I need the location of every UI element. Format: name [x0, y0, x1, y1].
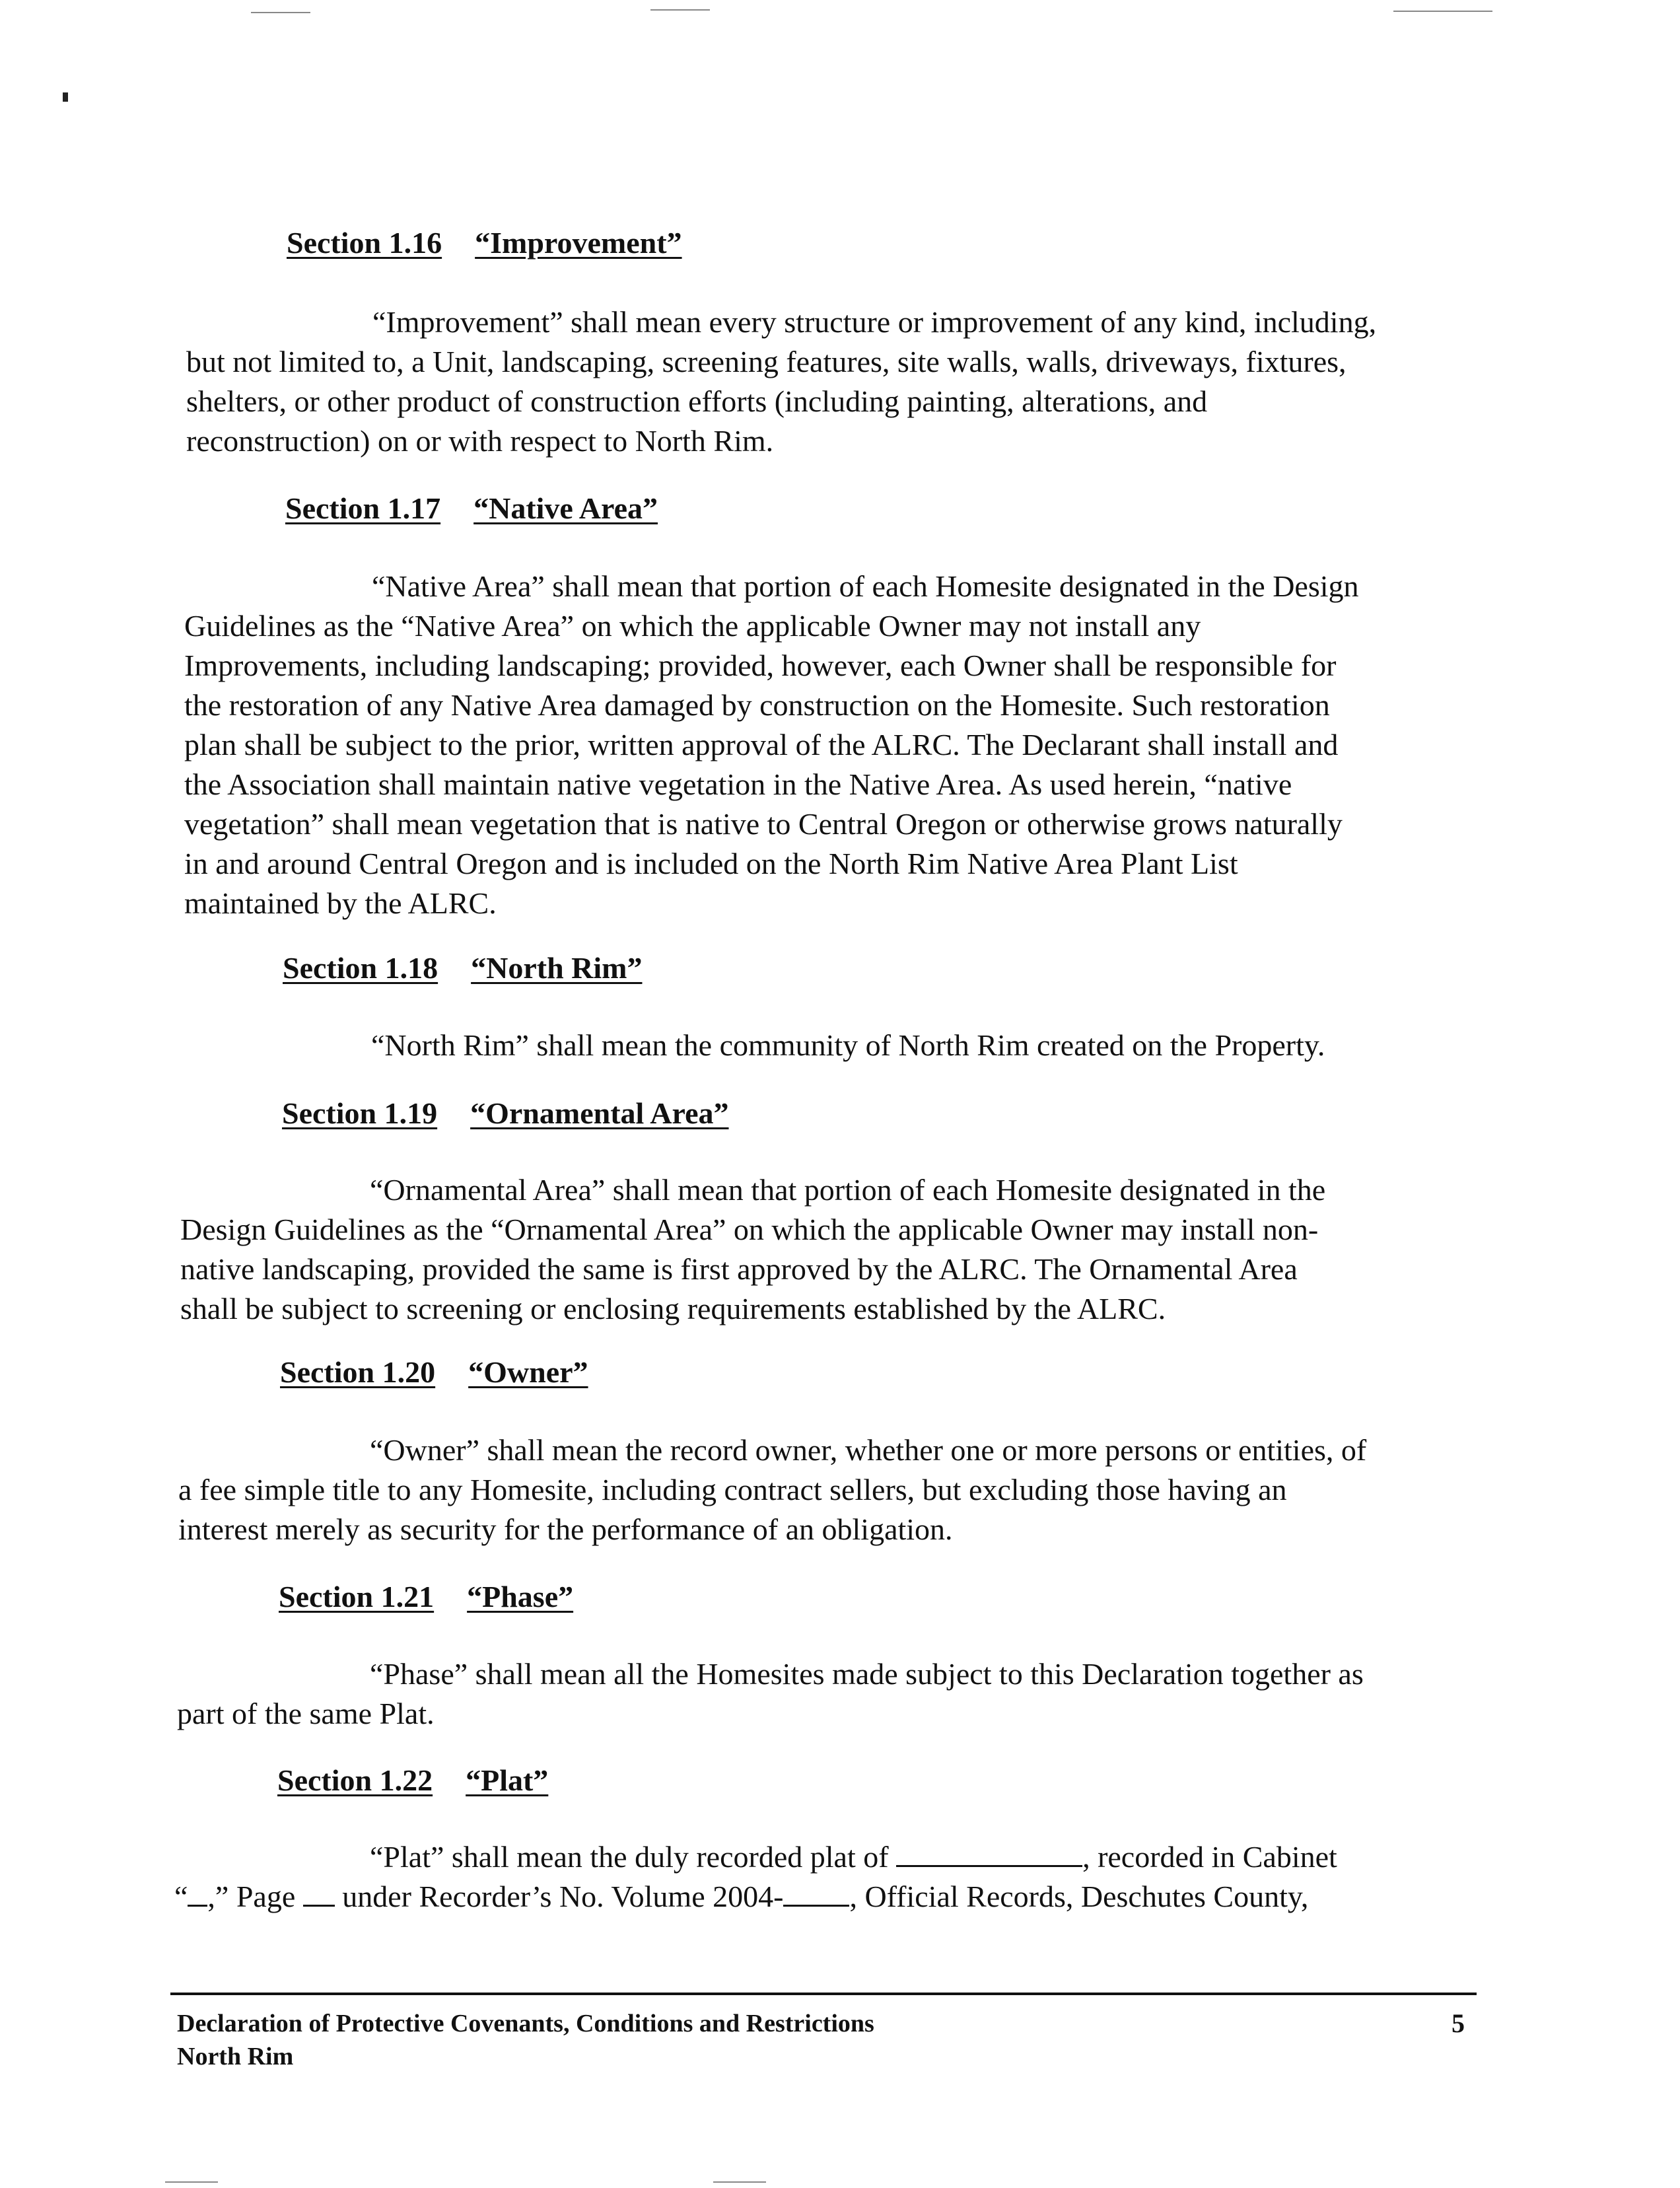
paragraph-line: the restoration of any Native Area damaged by construction on the Homesite. Such restoration: [184, 688, 1330, 722]
paragraph-line: plan shall be subject to the prior, written approval of the ALRC. The Declarant shall install and: [184, 728, 1339, 761]
paragraph-line: “Improvement” shall mean every structure or improvement of any kind, including,: [372, 305, 1377, 339]
section-paragraph: [371, 1026, 1325, 1065]
section-paragraph: [184, 567, 1359, 923]
paragraph-line: [174, 1877, 1337, 1917]
paragraph-line: reconstruction) on or with respect to North Rim.: [186, 424, 774, 458]
paragraph-line: Design Guidelines as the “Ornamental Area” on which the applicable Owner may install non-: [180, 1213, 1319, 1246]
paragraph-line: “Phase” shall mean all the Homesites made subject to this Declaration together as: [370, 1657, 1364, 1691]
plat-text: , recorded in Cabinet: [1082, 1840, 1337, 1874]
section-heading: [283, 950, 642, 987]
page-blank: [303, 1882, 335, 1907]
paragraph-line: the Association shall maintain native vegetation in the Native Area. As used herein, “native: [184, 767, 1292, 801]
scan-artifact: [63, 92, 68, 102]
scan-artifact: [251, 12, 310, 13]
section-paragraph: [186, 302, 1376, 461]
section-title: “North Rim”: [471, 951, 643, 985]
section-number: Section 1.20: [280, 1355, 436, 1389]
paragraph-line: interest merely as security for the performance of an obligation.: [178, 1512, 953, 1546]
plat-name-blank: [896, 1843, 1082, 1867]
scan-artifact: [650, 9, 710, 11]
scan-artifact: [165, 2181, 218, 2183]
paragraph-line: “North Rim” shall mean the community of North Rim created on the Property.: [371, 1028, 1325, 1062]
section-heading: [282, 1095, 729, 1132]
footer-subtitle: North Rim: [177, 2043, 294, 2070]
section-heading: [285, 490, 658, 527]
scan-artifact: [1393, 11, 1492, 12]
section-title: “Phase”: [467, 1580, 574, 1613]
scan-artifact: [713, 2181, 766, 2183]
paragraph-line: “Owner” shall mean the record owner, whether one or more persons or entities, of: [370, 1433, 1367, 1467]
paragraph-line: but not limited to, a Unit, landscaping, screening features, site walls, walls, driveways, fixtures,: [186, 345, 1347, 378]
section-title: “Ornamental Area”: [470, 1096, 729, 1130]
plat-text: , Official Records, Deschutes County,: [849, 1880, 1309, 1913]
section-heading: [277, 1762, 548, 1799]
section-title: “Improvement”: [475, 226, 682, 260]
page-number: 5: [1452, 2008, 1465, 2038]
footer-divider: [170, 1993, 1477, 1995]
plat-text: ,” Page: [207, 1880, 296, 1913]
paragraph-line: Improvements, including landscaping; provided, however, each Owner shall be responsible for: [184, 649, 1337, 682]
plat-text: “: [174, 1880, 188, 1913]
paragraph-line: maintained by the ALRC.: [184, 886, 497, 920]
section-number: Section 1.17: [285, 491, 441, 525]
section-paragraph: [177, 1654, 1364, 1734]
paragraph-line: Guidelines as the “Native Area” on which the applicable Owner may not install any: [184, 609, 1201, 643]
section-number: Section 1.18: [283, 951, 438, 985]
section-heading: [279, 1578, 573, 1615]
cabinet-blank: [188, 1882, 207, 1907]
paragraph-line: vegetation” shall mean vegetation that is native to Central Oregon or otherwise grows naturally: [184, 807, 1343, 841]
section-number: Section 1.22: [277, 1763, 433, 1797]
footer-title: Declaration of Protective Covenants, Conditions and Restrictions: [177, 2010, 874, 2037]
section-paragraph: [180, 1170, 1325, 1329]
paragraph-line: part of the same Plat.: [177, 1697, 435, 1730]
section-heading: [280, 1354, 588, 1391]
section-number: Section 1.16: [287, 226, 442, 260]
section-number: Section 1.19: [282, 1096, 438, 1130]
paragraph-line: “Native Area” shall mean that portion of each Homesite designated in the Design: [372, 569, 1359, 603]
section-title: “Native Area”: [473, 491, 658, 525]
paragraph-line: in and around Central Oregon and is included on the North Rim Native Area Plant List: [184, 847, 1238, 880]
section-title: “Owner”: [468, 1355, 588, 1389]
plat-paragraph: [174, 1837, 1337, 1917]
plat-text: “Plat” shall mean the duly recorded plat of: [370, 1840, 889, 1874]
paragraph-line: native landscaping, provided the same is first approved by the ALRC. The Ornamental Area: [180, 1252, 1298, 1286]
section-number: Section 1.21: [279, 1580, 435, 1613]
paragraph-line: [174, 1837, 1337, 1877]
plat-text: under Recorder’s No. Volume 2004-: [342, 1880, 784, 1913]
paragraph-line: shelters, or other product of construction efforts (including painting, alterations, and: [186, 384, 1208, 418]
paragraph-line: shall be subject to screening or enclosing requirements established by the ALRC.: [180, 1292, 1166, 1325]
section-paragraph: [178, 1430, 1366, 1549]
section-heading: [287, 225, 682, 262]
section-title: “Plat”: [466, 1763, 549, 1797]
recorder-number-blank: [783, 1882, 849, 1907]
paragraph-line: “Ornamental Area” shall mean that portion of each Homesite designated in the: [370, 1173, 1326, 1207]
paragraph-line: a fee simple title to any Homesite, including contract sellers, but excluding those having an: [178, 1473, 1287, 1506]
